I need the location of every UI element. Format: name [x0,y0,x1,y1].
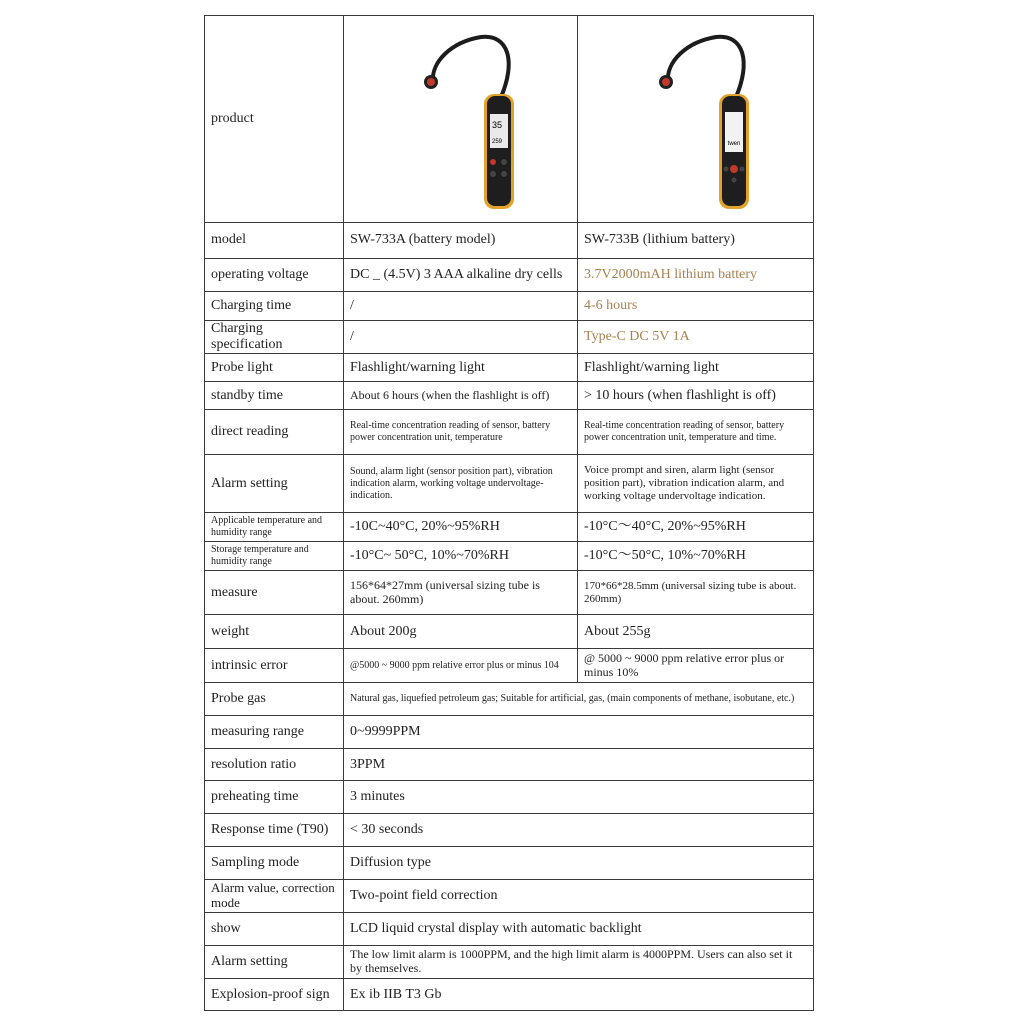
spec-row [205,410,814,455]
probe-hose-a [432,36,508,96]
value-a: About 200g [344,615,578,649]
value-b: SW-733B (lithium battery) [578,223,814,259]
row-label: Charging time [205,292,344,321]
value-shared: 0~9999PPM [344,716,814,749]
value-shared: Natural gas, liquefied petroleum gas; Suitable for artificial, gas, (main components of methane, isobutane, etc.) [344,683,814,716]
spec-row [205,321,814,354]
device-b-button-icon [731,177,736,182]
device-a-reading-top: 35 [491,119,502,130]
shared-row [205,814,814,847]
row-label: weight [205,615,344,649]
spec-row [205,649,814,683]
spec-row [205,382,814,410]
row-label: Probe gas [205,683,344,716]
row-label: Applicable temperature and humidity range [205,513,344,542]
shared-row [205,781,814,814]
device-b-button-icon [723,166,728,171]
row-label: Alarm value, correction mode [205,880,344,913]
gas-detector-a-illustration [391,22,531,217]
spec-row [205,223,814,259]
product-row [205,16,814,223]
spec-row [205,455,814,513]
shared-row [205,946,814,979]
probe-hose-b [667,36,743,96]
device-a-reading-bottom: 259 [491,138,502,145]
device-a-button-icon [501,171,507,177]
row-label: measuring range [205,716,344,749]
value-a: / [344,321,578,354]
value-b: 170*66*28.5mm (universal sizing tube is about. 260mm) [578,571,814,615]
spec-row [205,615,814,649]
gas-detector-b-illustration [626,22,766,217]
value-b: About 255g [578,615,814,649]
shared-row [205,913,814,946]
shared-row [205,880,814,913]
row-label: Explosion-proof sign [205,979,344,1011]
value-a: -10C~40°C, 20%~95%RH [344,513,578,542]
value-shared: 3 minutes [344,781,814,814]
value-a: 156*64*27mm (universal sizing tube is about. 260mm) [344,571,578,615]
value-b: Real-time concentration reading of sensor, battery power concentration unit, temperature and time. [578,410,814,455]
value-b: > 10 hours (when flashlight is off) [578,382,814,410]
value-b: Type-C DC 5V 1A [578,321,814,354]
value-a: Flashlight/warning light [344,354,578,382]
row-label: intrinsic error [205,649,344,683]
spec-row [205,571,814,615]
probe-light-b-icon [662,78,670,86]
shared-row [205,749,814,781]
value-shared: The low limit alarm is 1000PPM, and the high limit alarm is 4000PPM. Users can also set it by themselves. [344,946,814,979]
value-b: 4-6 hours [578,292,814,321]
value-a: About 6 hours (when the flashlight is off) [344,382,578,410]
row-label: Response time (T90) [205,814,344,847]
value-a: SW-733A (battery model) [344,223,578,259]
value-shared: Diffusion type [344,847,814,880]
device-b-button-icon [739,166,744,171]
row-label: direct reading [205,410,344,455]
value-b: -10°C～40°C, 20%~95%RH [578,513,814,542]
value-shared: 3PPM [344,749,814,781]
value-a: DC _ (4.5V) 3 AAA alkaline dry cells [344,259,578,292]
row-label: Charging specification [205,321,344,354]
device-a-body [487,96,511,206]
spec-row [205,259,814,292]
value-shared: Ex ib IIB T3 Gb [344,979,814,1011]
device-a-button-icon [501,159,507,165]
spec-row [205,292,814,321]
probe-light-a-icon [427,78,435,86]
row-label: show [205,913,344,946]
value-a: @5000 ~ 9000 ppm relative error plus or minus 104 [344,649,578,683]
shared-row [205,683,814,716]
device-a-power-button-icon [490,159,496,165]
row-label: Probe light [205,354,344,382]
spec-table [204,15,814,1011]
row-label: preheating time [205,781,344,814]
row-label-product: product [205,16,344,223]
spec-row [205,542,814,571]
spec-row [205,354,814,382]
shared-row [205,716,814,749]
value-shared: LCD liquid crystal display with automatic backlight [344,913,814,946]
spec-row [205,513,814,542]
value-b: Voice prompt and siren, alarm light (sensor position part), vibration indication alarm, and working voltage undervoltage indication. [578,455,814,513]
value-a: / [344,292,578,321]
value-a: -10°C~ 50°C, 10%~70%RH [344,542,578,571]
value-b: -10°C～50°C, 10%~70%RH [578,542,814,571]
value-shared: < 30 seconds [344,814,814,847]
value-b: 3.7V2000mAH lithium battery [578,259,814,292]
shared-row [205,979,814,1011]
row-label: measure [205,571,344,615]
row-label: resolution ratio [205,749,344,781]
product-image-a [344,16,578,223]
device-b-reading: twen [727,140,740,147]
value-b: Flashlight/warning light [578,354,814,382]
value-a: Real-time concentration reading of sensor, battery power concentration unit, temperature [344,410,578,455]
row-label: model [205,223,344,259]
device-b-power-button-icon [730,165,738,173]
value-shared: Two-point field correction [344,880,814,913]
row-label: operating voltage [205,259,344,292]
row-label: Storage temperature and humidity range [205,542,344,571]
value-b: @ 5000 ~ 9000 ppm relative error plus or minus 10% [578,649,814,683]
shared-row [205,847,814,880]
row-label: Sampling mode [205,847,344,880]
row-label: standby time [205,382,344,410]
product-image-b [578,16,814,223]
device-a-button-icon [490,171,496,177]
row-label: Alarm setting [205,946,344,979]
value-a: Sound, alarm light (sensor position part), vibration indication alarm, working voltage undervoltage-indication. [344,455,578,513]
row-label: Alarm setting [205,455,344,513]
